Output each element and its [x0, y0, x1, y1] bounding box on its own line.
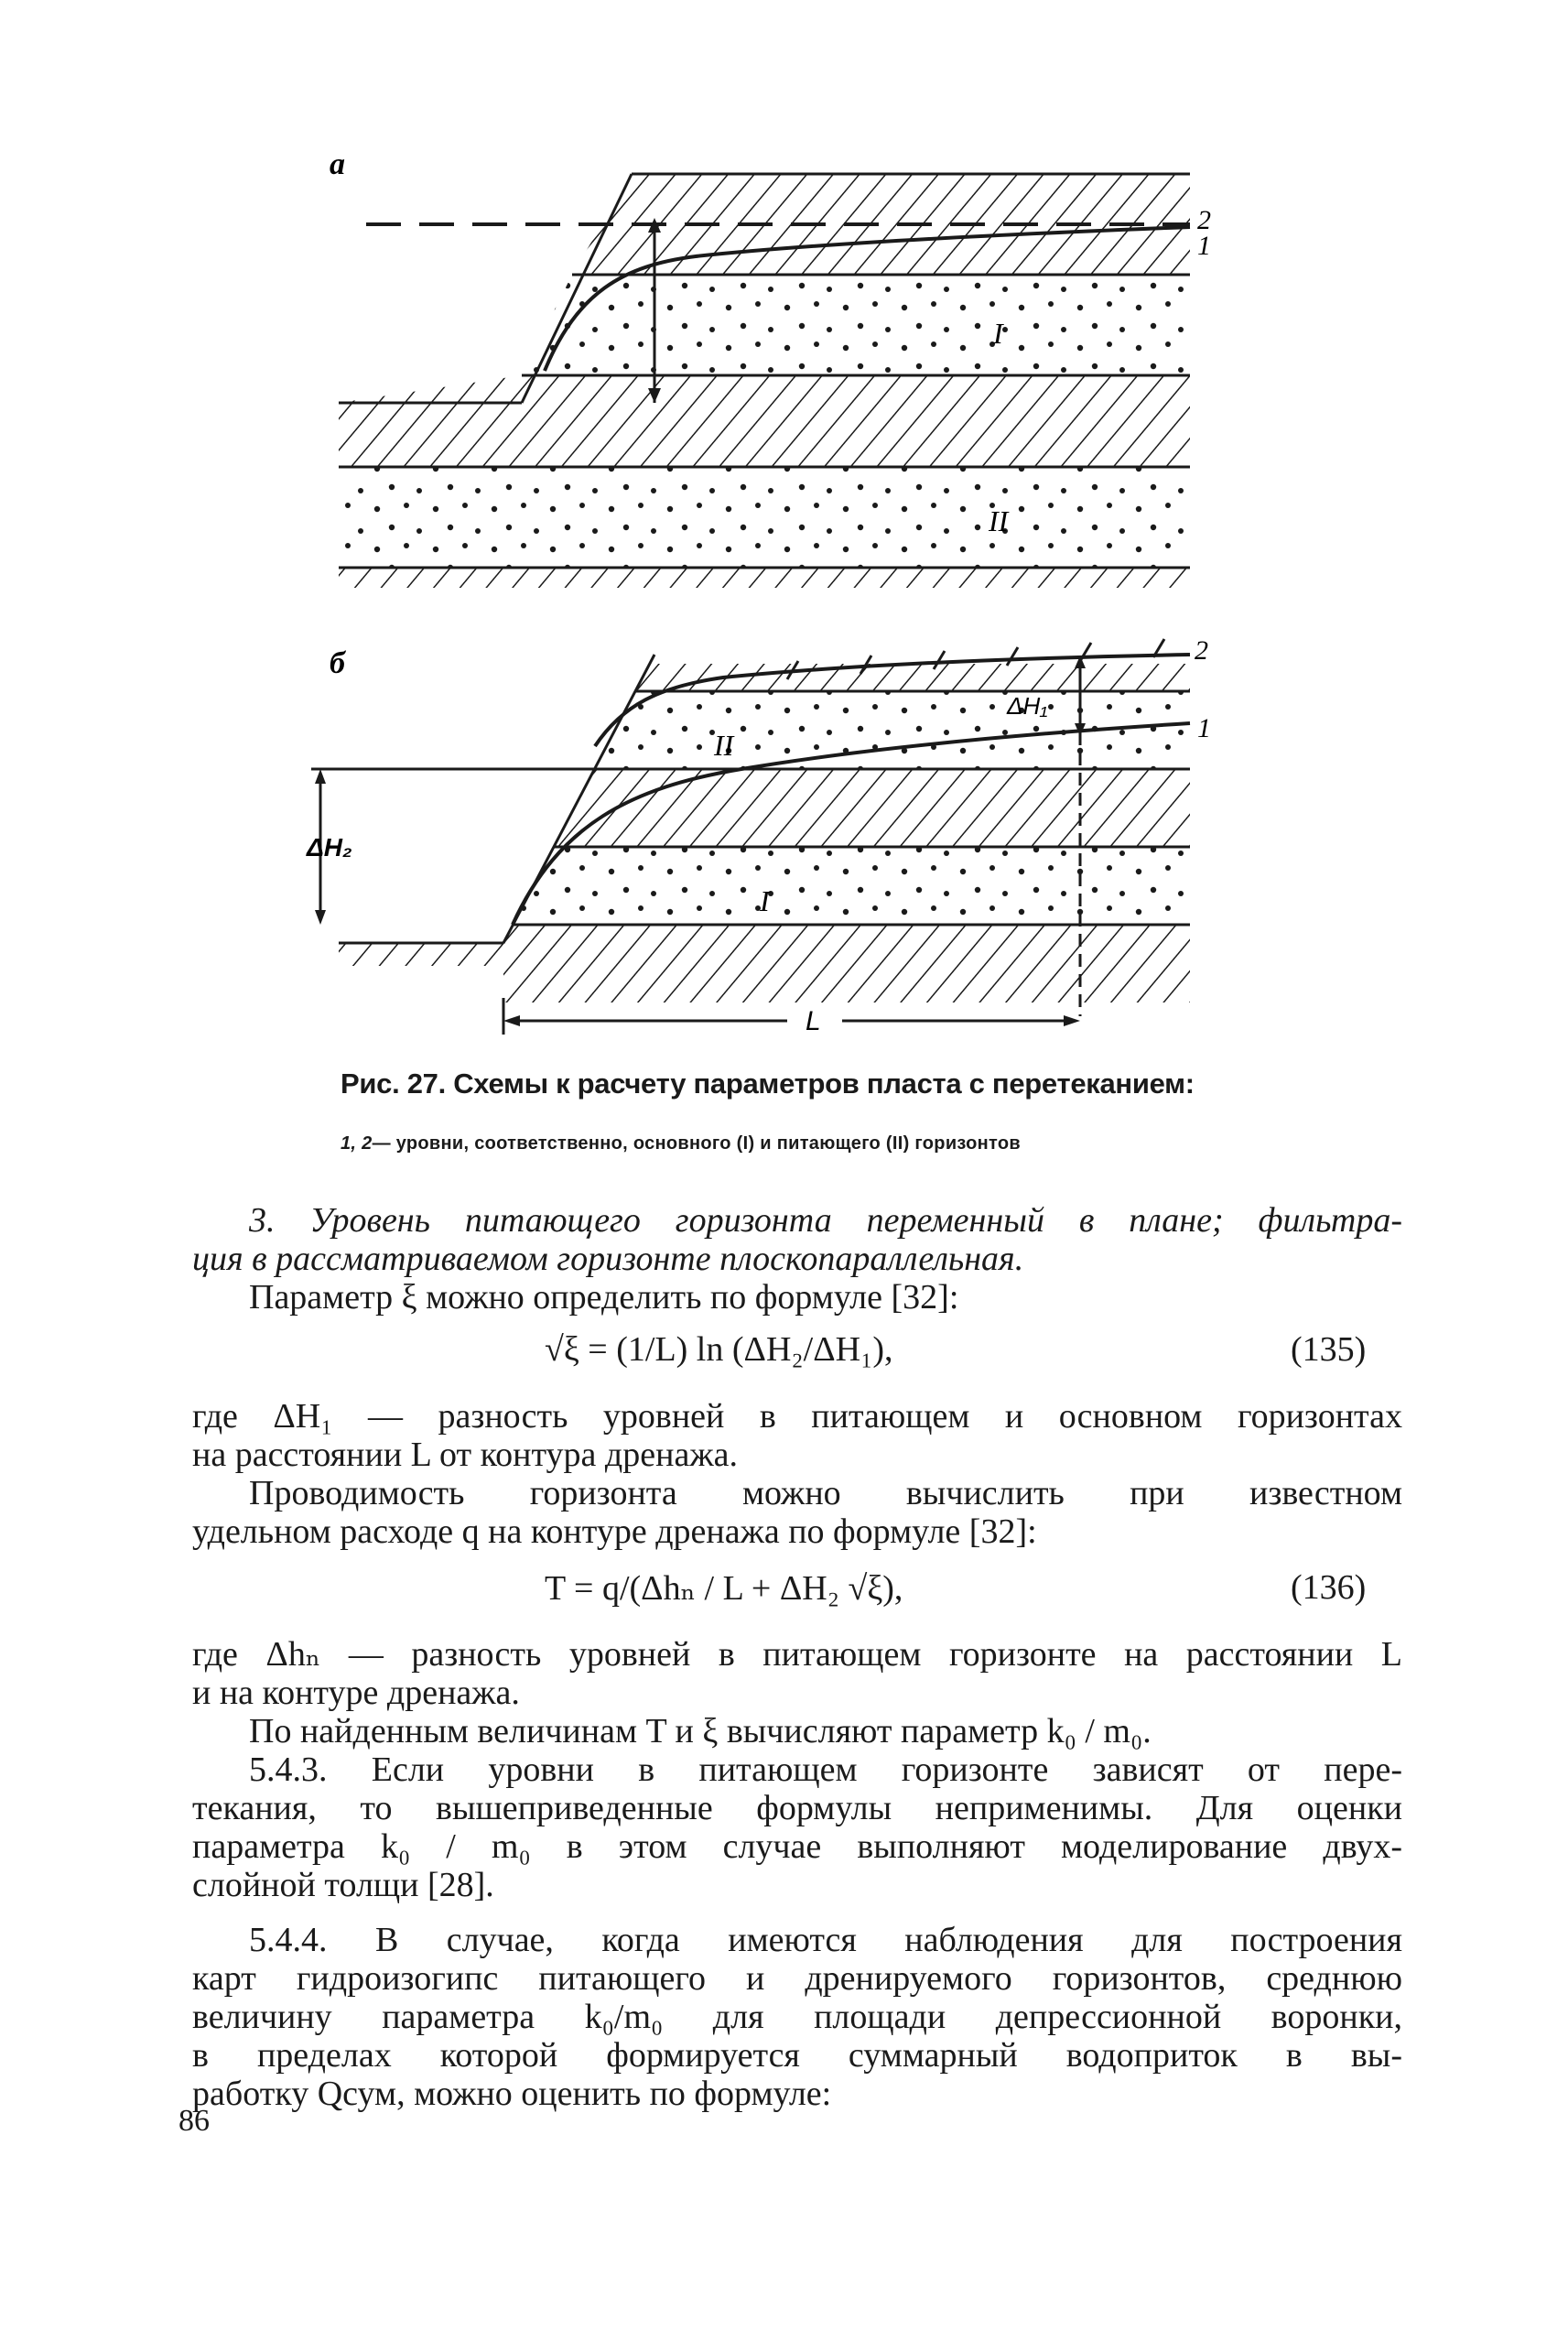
b-ground-hatch	[339, 943, 503, 966]
p-param: Параметр ξ можно определить по формуле [32]:	[249, 1278, 959, 1317]
panel-a-label: а	[330, 147, 345, 181]
b-dh2-label: ΔH₂	[307, 833, 352, 862]
p544-line3: величину параметра k₀/m₀ для площади депрессионной воронки,	[192, 1998, 1402, 2036]
figure-legend	[341, 1133, 1021, 1154]
p544-line4: в пределах которой формируется суммарный водоприток в вы-	[192, 2036, 1402, 2075]
legend-numbers: 1, 2	[341, 1133, 373, 1154]
b-horizon-I: I	[760, 884, 770, 917]
b-bottom-clay	[503, 925, 1190, 1002]
formula-136-number: (136)	[1291, 1568, 1367, 1607]
formula-135: √ξ = (1/L) ln (ΔH₂/ΔH₁),	[545, 1330, 893, 1369]
formula-136: T = q/(Δhₙ / L + ΔH₂ √ξ),	[545, 1569, 903, 1608]
b-dh1-label: ΔH₁	[1007, 692, 1048, 720]
p544-line5: работку Qсум, можно оценить по формуле:	[192, 2075, 832, 2113]
p543-line4: слойной толщи [28].	[192, 1866, 494, 1904]
a-horizon-II: II	[989, 504, 1009, 537]
a-mid-clay	[339, 375, 1190, 467]
p-where2-line2: и на контуре дренажа.	[192, 1674, 520, 1712]
p-cond-line1: Проводимость горизонта можно вычислить при известном	[249, 1474, 1402, 1512]
p-where2-line1: где Δhₙ — разность уровней в питающем горизонте на расстоянии L	[192, 1635, 1402, 1674]
legend-text: — уровни, соответственно, основного (I) и питающего (II) горизонтов	[372, 1133, 1022, 1154]
p-where1-line1: где ΔH₁ — разность уровней в питающем и основном горизонтах	[192, 1397, 1402, 1436]
p544-line1: 5.4.4. В случае, когда имеются наблюдения для построения	[249, 1921, 1402, 1959]
panel-a	[339, 174, 1190, 588]
p543-line3: параметра k₀ / m₀ в этом случае выполняют моделирование двух-	[192, 1827, 1402, 1866]
b-L-label: L	[806, 1006, 821, 1036]
p543-line2: текания, то вышеприведенные формулы неприменимы. Для оценки	[192, 1789, 1402, 1827]
a-sand-II	[339, 467, 1190, 568]
p-found: По найденным величинам T и ξ вычисляют параметр k₀ / m₀.	[249, 1712, 1152, 1750]
b-horizon-II: II	[714, 729, 734, 762]
p543-line1: 5.4.3. Если уровни в питающем горизонте зависят от пере-	[249, 1750, 1402, 1789]
a-label-2: 2	[1197, 205, 1211, 235]
panel-b-label: б	[330, 646, 345, 680]
p544-line2: карт гидроизогипс питающего и дренируемого горизонтов, среднюю	[192, 1959, 1402, 1998]
a-label-1: 1	[1197, 231, 1211, 261]
b-sand-I	[513, 847, 1190, 925]
a-sand-I	[522, 275, 1190, 375]
p3-line1: 3. Уровень питающего горизонта переменный в плане; фильтра-	[249, 1201, 1402, 1240]
figure-caption: Рис. 27. Схемы к расчету параметров пласта с перетеканием:	[341, 1067, 1195, 1100]
panel-b	[311, 639, 1190, 1035]
b-label-2: 2	[1195, 635, 1208, 666]
p-where1-line2: на расстоянии L от контура дренажа.	[192, 1436, 738, 1474]
a-horizon-I: I	[993, 317, 1003, 350]
formula-135-number: (135)	[1291, 1330, 1367, 1369]
b-mid-clay	[554, 769, 1190, 847]
b-label-1: 1	[1197, 713, 1211, 743]
figure-27	[307, 137, 1263, 1053]
p-cond-line2: удельном расходе q на контуре дренажа по формуле [32]:	[192, 1512, 1037, 1551]
page-number: 86	[178, 2104, 210, 2138]
p3-line2: ция в рассматриваемом горизонте плоскопараллельная.	[192, 1240, 1024, 1278]
a-bottom-clay	[339, 568, 1190, 588]
